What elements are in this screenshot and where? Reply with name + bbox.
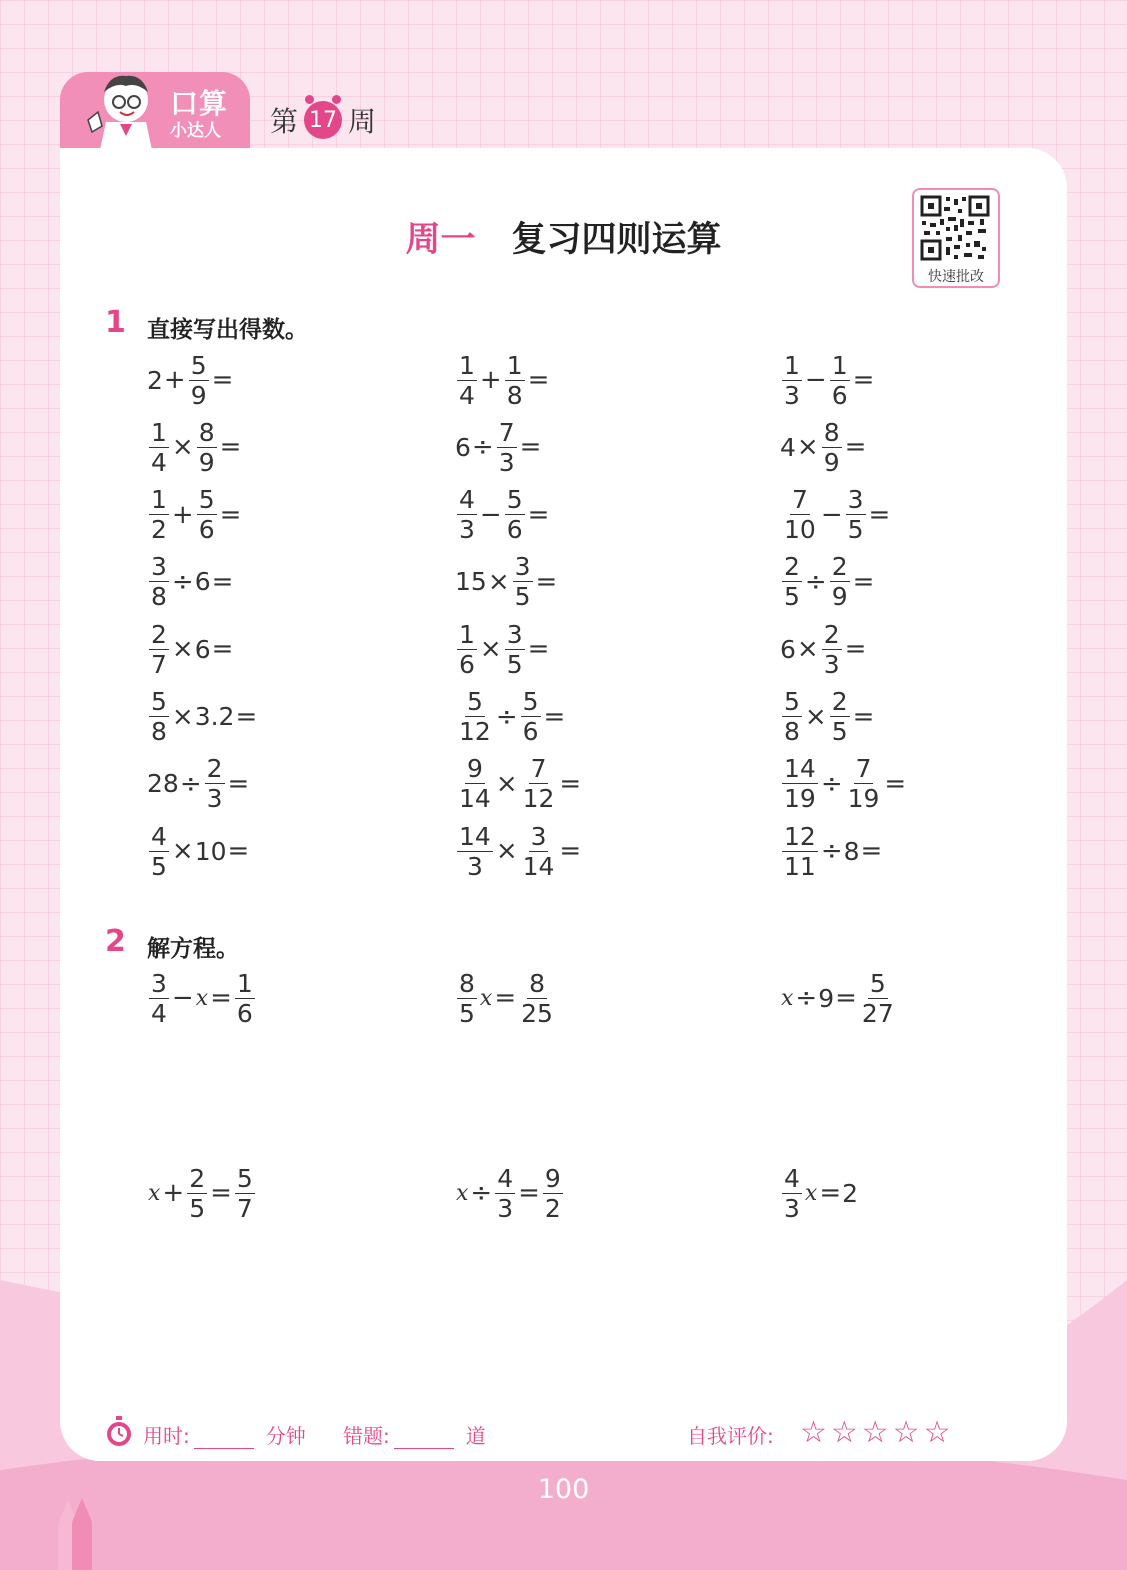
calculation-problem[interactable] bbox=[147, 350, 234, 410]
fraction bbox=[197, 485, 217, 544]
calculation-problem[interactable] bbox=[147, 687, 258, 747]
variable: x bbox=[148, 1180, 161, 1206]
operator: × bbox=[171, 701, 194, 732]
denominator: 6 bbox=[522, 717, 539, 746]
denominator: 8 bbox=[151, 582, 167, 612]
denominator: 5 bbox=[847, 515, 864, 545]
numerator: 5 bbox=[198, 485, 215, 515]
number: 4 bbox=[780, 432, 796, 462]
denominator: 25 bbox=[521, 998, 553, 1028]
number: 2 bbox=[147, 365, 163, 395]
numerator: 7 bbox=[530, 754, 547, 784]
calculation-problem[interactable] bbox=[780, 417, 867, 477]
day-label: 周一 bbox=[405, 220, 476, 260]
number: 6 bbox=[455, 432, 471, 462]
fraction bbox=[543, 1164, 563, 1223]
denominator: 14 bbox=[522, 851, 555, 881]
numerator: 9 bbox=[466, 754, 483, 784]
operator: ÷ bbox=[179, 768, 202, 799]
denominator: 6 bbox=[236, 998, 253, 1028]
numerator: 2 bbox=[784, 552, 800, 582]
numerator: 5 bbox=[236, 1163, 253, 1193]
operator: = bbox=[518, 1178, 540, 1208]
fraction bbox=[521, 754, 557, 813]
operator: = bbox=[860, 836, 883, 867]
numerator: 5 bbox=[466, 687, 483, 716]
fraction bbox=[505, 351, 525, 410]
denominator: 5 bbox=[151, 851, 167, 881]
fraction bbox=[830, 351, 850, 410]
denominator: 3 bbox=[784, 1193, 800, 1223]
numerator: 14 bbox=[459, 821, 491, 851]
numerator: 1 bbox=[784, 350, 800, 380]
numerator: 5 bbox=[784, 687, 800, 716]
operator: = bbox=[527, 499, 550, 530]
fraction bbox=[860, 969, 896, 1028]
denominator: 2 bbox=[151, 515, 167, 545]
operator: = bbox=[210, 983, 232, 1013]
calculation-problem[interactable] bbox=[147, 485, 242, 545]
numerator: 1 bbox=[151, 485, 167, 515]
denominator: 3 bbox=[206, 784, 223, 814]
fraction bbox=[197, 418, 217, 477]
denominator: 14 bbox=[459, 784, 491, 814]
operator: × bbox=[796, 634, 819, 665]
fraction bbox=[822, 418, 842, 477]
operator: − bbox=[171, 983, 194, 1013]
operator: + bbox=[163, 365, 186, 395]
calculation-problem[interactable] bbox=[780, 350, 875, 410]
numerator: 1 bbox=[506, 350, 523, 380]
numerator: 5 bbox=[522, 687, 539, 716]
operator: = bbox=[868, 499, 891, 530]
denominator: 3 bbox=[498, 447, 515, 477]
denominator: 19 bbox=[847, 784, 880, 814]
operator: ÷ bbox=[795, 983, 818, 1013]
denominator: 12 bbox=[459, 717, 491, 746]
fraction bbox=[457, 969, 477, 1028]
denominator: 6 bbox=[506, 515, 523, 545]
operator: × bbox=[495, 768, 518, 799]
denominator: 9 bbox=[198, 447, 215, 477]
operator: = bbox=[219, 499, 242, 530]
fraction bbox=[822, 620, 842, 679]
numerator: 4 bbox=[497, 1163, 514, 1193]
fraction bbox=[782, 1164, 802, 1223]
numerator: 8 bbox=[823, 417, 840, 447]
calculation-problem[interactable] bbox=[147, 552, 234, 612]
week-suffix: 周 bbox=[348, 105, 377, 138]
denominator: 5 bbox=[506, 649, 523, 679]
self-rating-stars[interactable]: ☆☆☆☆☆ bbox=[800, 1415, 955, 1450]
operator: × bbox=[479, 634, 502, 665]
errors-unit: 道 bbox=[465, 1424, 486, 1448]
denominator: 4 bbox=[151, 998, 167, 1028]
operator: = bbox=[559, 836, 582, 867]
calculation-problem[interactable] bbox=[455, 754, 582, 814]
errors-field bbox=[343, 1420, 486, 1449]
fraction bbox=[513, 552, 533, 611]
numerator: 2 bbox=[831, 687, 848, 716]
denominator: 10 bbox=[784, 515, 816, 545]
numerator: 3 bbox=[847, 485, 864, 515]
operator: − bbox=[479, 499, 502, 530]
numerator: 8 bbox=[459, 968, 475, 998]
denominator: 4 bbox=[151, 447, 167, 477]
denominator: 3 bbox=[784, 380, 800, 410]
calculation-problem[interactable] bbox=[455, 821, 582, 881]
calculation-problem[interactable] bbox=[780, 619, 867, 679]
operator: ÷ bbox=[171, 566, 194, 597]
fraction bbox=[495, 1164, 515, 1223]
operator: = bbox=[227, 768, 250, 799]
denominator: 3 bbox=[823, 649, 840, 679]
operator: = bbox=[494, 983, 517, 1013]
fraction bbox=[149, 485, 169, 544]
calculation-problem[interactable] bbox=[780, 485, 891, 545]
fraction bbox=[519, 969, 555, 1028]
equation-problem[interactable] bbox=[780, 968, 898, 1028]
operator: = bbox=[852, 365, 875, 395]
fraction bbox=[782, 485, 818, 544]
fraction bbox=[521, 822, 557, 881]
fraction bbox=[830, 552, 850, 611]
mascot-icon bbox=[80, 72, 162, 150]
denominator: 7 bbox=[151, 649, 167, 679]
calculation-problem[interactable] bbox=[780, 754, 907, 814]
week-prefix: 第 bbox=[270, 105, 299, 138]
numerator: 3 bbox=[506, 619, 523, 649]
numerator: 12 bbox=[784, 821, 816, 851]
denominator: 2 bbox=[544, 1193, 561, 1223]
fraction bbox=[846, 485, 866, 544]
denominator: 5 bbox=[514, 582, 531, 612]
calculation-problem[interactable] bbox=[147, 619, 234, 679]
numerator: 4 bbox=[151, 821, 167, 851]
operator: + bbox=[162, 1178, 185, 1208]
denominator: 8 bbox=[506, 380, 523, 410]
time-spent-field bbox=[143, 1420, 306, 1449]
operator: = bbox=[884, 768, 907, 799]
denominator: 9 bbox=[190, 380, 207, 410]
calculation-problem[interactable] bbox=[455, 417, 542, 477]
fraction bbox=[782, 552, 802, 611]
number: 28 bbox=[147, 769, 179, 799]
numerator: 1 bbox=[151, 417, 167, 447]
fraction bbox=[505, 620, 525, 679]
calculation-problem[interactable] bbox=[780, 821, 883, 881]
fraction bbox=[782, 351, 802, 410]
operator: − bbox=[820, 499, 843, 530]
fraction bbox=[189, 351, 209, 410]
operator: = bbox=[819, 1178, 842, 1208]
number: 6 bbox=[194, 567, 211, 597]
fraction bbox=[235, 1164, 255, 1223]
calculation-problem[interactable] bbox=[147, 417, 242, 477]
fraction bbox=[457, 351, 477, 410]
operator: = bbox=[852, 701, 875, 732]
denominator: 6 bbox=[198, 515, 215, 545]
number: 3.2 bbox=[194, 702, 235, 731]
denominator: 5 bbox=[831, 717, 848, 746]
fraction bbox=[782, 822, 818, 881]
number: 8 bbox=[843, 836, 860, 866]
numerator: 5 bbox=[151, 687, 167, 716]
variable: x bbox=[804, 1180, 818, 1206]
denominator: 12 bbox=[522, 784, 555, 814]
variable: x bbox=[195, 985, 209, 1011]
section-2-number: 2 bbox=[105, 924, 126, 959]
denominator: 27 bbox=[861, 998, 894, 1028]
calculation-problem[interactable] bbox=[147, 754, 250, 814]
fraction bbox=[846, 754, 882, 813]
calculation-problem[interactable] bbox=[455, 485, 550, 545]
denominator: 8 bbox=[151, 717, 167, 746]
operator: = bbox=[227, 836, 250, 867]
operator: + bbox=[171, 499, 194, 530]
denominator: 6 bbox=[459, 649, 475, 679]
calculation-problem[interactable] bbox=[147, 821, 250, 881]
operator: = bbox=[559, 768, 582, 799]
numerator: 4 bbox=[459, 485, 475, 515]
numerator: 4 bbox=[784, 1163, 800, 1193]
numerator: 7 bbox=[855, 754, 872, 784]
denominator: 11 bbox=[784, 851, 816, 881]
operator: − bbox=[804, 365, 827, 395]
fraction bbox=[149, 620, 169, 679]
numerator: 8 bbox=[198, 417, 215, 447]
operator: = bbox=[210, 1178, 232, 1208]
equation-problem[interactable] bbox=[780, 1163, 858, 1223]
operator: × bbox=[171, 634, 194, 665]
calculation-problem[interactable] bbox=[780, 552, 875, 612]
operator: = bbox=[519, 432, 542, 463]
operator: = bbox=[543, 701, 566, 732]
numerator: 3 bbox=[530, 821, 547, 851]
fraction bbox=[457, 754, 493, 813]
calculation-problem[interactable] bbox=[780, 687, 875, 747]
operator: × bbox=[796, 432, 819, 463]
section-1-number: 1 bbox=[105, 305, 126, 340]
operator: = bbox=[527, 634, 550, 665]
denominator: 19 bbox=[784, 784, 816, 814]
fraction bbox=[149, 969, 169, 1028]
equation-problem[interactable] bbox=[455, 1163, 565, 1223]
topic-label: 复习四则运算 bbox=[511, 220, 722, 260]
denominator: 5 bbox=[459, 998, 475, 1028]
equation-problem[interactable] bbox=[455, 968, 557, 1028]
numerator: 1 bbox=[459, 350, 475, 380]
denominator: 4 bbox=[459, 380, 475, 410]
fraction bbox=[521, 687, 541, 746]
fraction bbox=[149, 687, 169, 746]
numerator: 7 bbox=[498, 417, 515, 447]
numerator: 7 bbox=[791, 485, 808, 515]
equation-problem[interactable] bbox=[147, 1163, 257, 1223]
number: 9 bbox=[818, 983, 835, 1013]
denominator: 6 bbox=[831, 380, 848, 410]
calculation-problem[interactable] bbox=[455, 619, 550, 679]
denominator: 7 bbox=[236, 1193, 253, 1223]
operator: ÷ bbox=[495, 701, 518, 732]
number: 2 bbox=[842, 1178, 859, 1208]
operator: ÷ bbox=[820, 836, 843, 867]
denominator: 3 bbox=[466, 851, 483, 881]
self-rating-label: 自我评价: bbox=[687, 1424, 774, 1448]
denominator: 5 bbox=[784, 582, 800, 612]
denominator: 5 bbox=[189, 1193, 206, 1223]
operator: ÷ bbox=[820, 768, 843, 799]
section-1-title: 直接写出得数。 bbox=[147, 317, 308, 343]
numerator: 3 bbox=[151, 968, 167, 998]
fraction bbox=[457, 822, 493, 881]
time-unit: 分钟 bbox=[265, 1424, 306, 1448]
numerator: 1 bbox=[831, 350, 848, 380]
numerator: 5 bbox=[506, 485, 523, 515]
denominator: 8 bbox=[784, 717, 800, 746]
denominator: 3 bbox=[497, 1193, 514, 1223]
number: 6 bbox=[194, 634, 211, 664]
section-2-title: 解方程。 bbox=[147, 936, 239, 962]
fraction bbox=[457, 485, 477, 544]
errors-blank[interactable] bbox=[394, 1430, 454, 1449]
numerator: 9 bbox=[544, 1163, 561, 1193]
operator: = bbox=[535, 566, 558, 597]
operator: = bbox=[852, 566, 875, 597]
fraction bbox=[457, 620, 477, 679]
qr-label: 快速批改 bbox=[928, 269, 984, 285]
operator: = bbox=[235, 701, 258, 732]
calculation-problem[interactable] bbox=[455, 350, 550, 410]
numerator: 3 bbox=[151, 552, 167, 582]
fraction bbox=[497, 418, 517, 477]
numerator: 3 bbox=[514, 552, 531, 582]
denominator: 9 bbox=[831, 582, 848, 612]
number: 6 bbox=[780, 634, 796, 664]
numerator: 1 bbox=[236, 968, 253, 998]
operator: × bbox=[171, 432, 194, 463]
denominator: 3 bbox=[459, 515, 475, 545]
errors-label: 错题: bbox=[343, 1424, 390, 1448]
numerator: 5 bbox=[869, 968, 886, 998]
qr-code-icon[interactable] bbox=[920, 195, 990, 261]
operator: = bbox=[527, 365, 550, 395]
numerator: 2 bbox=[823, 619, 840, 649]
stopwatch-icon bbox=[104, 1416, 134, 1448]
equation-problem[interactable] bbox=[147, 968, 257, 1028]
fraction bbox=[205, 754, 225, 813]
operator: = bbox=[211, 634, 234, 665]
numerator: 2 bbox=[189, 1163, 206, 1193]
number: 10 bbox=[194, 836, 227, 866]
operator: × bbox=[487, 566, 510, 597]
time-blank[interactable] bbox=[194, 1430, 254, 1449]
operator: + bbox=[479, 365, 502, 395]
operator: × bbox=[804, 701, 827, 732]
denominator: 9 bbox=[823, 447, 840, 477]
operator: ÷ bbox=[471, 432, 494, 463]
fraction bbox=[457, 687, 493, 746]
operator: ÷ bbox=[804, 566, 827, 597]
fraction bbox=[235, 969, 255, 1028]
page-number: 100 bbox=[537, 1474, 590, 1505]
numerator: 1 bbox=[459, 619, 475, 649]
variable: x bbox=[479, 985, 493, 1011]
week-label bbox=[270, 100, 376, 140]
numerator: 2 bbox=[831, 552, 848, 582]
brand-title: 口算 bbox=[170, 87, 229, 120]
fraction bbox=[187, 1164, 207, 1223]
brand-subtitle: 小达人 bbox=[170, 121, 221, 141]
number: 15 bbox=[455, 567, 487, 597]
operator: = bbox=[844, 432, 867, 463]
numerator: 14 bbox=[784, 754, 816, 784]
operator: = bbox=[211, 365, 234, 395]
variable: x bbox=[781, 985, 794, 1011]
variable: x bbox=[456, 1180, 469, 1206]
calculation-problem[interactable] bbox=[455, 687, 566, 747]
operator: ÷ bbox=[470, 1178, 493, 1208]
operator: = bbox=[219, 432, 242, 463]
operator: = bbox=[211, 566, 234, 597]
fraction bbox=[505, 485, 525, 544]
calculation-problem[interactable] bbox=[455, 552, 558, 612]
operator: × bbox=[171, 836, 194, 867]
pencil-icon bbox=[54, 1494, 98, 1570]
operator: = bbox=[835, 983, 857, 1013]
fraction bbox=[149, 418, 169, 477]
time-label: 用时: bbox=[143, 1424, 190, 1448]
fraction bbox=[782, 687, 802, 746]
numerator: 5 bbox=[190, 350, 207, 380]
numerator: 2 bbox=[206, 754, 223, 784]
numerator: 8 bbox=[529, 968, 545, 998]
numerator: 2 bbox=[151, 619, 167, 649]
week-number-badge: 17 bbox=[304, 101, 342, 139]
fraction bbox=[782, 754, 818, 813]
operator: = bbox=[844, 634, 867, 665]
operator: × bbox=[495, 836, 518, 867]
fraction bbox=[149, 552, 169, 611]
fraction bbox=[830, 687, 850, 746]
fraction bbox=[149, 822, 169, 881]
